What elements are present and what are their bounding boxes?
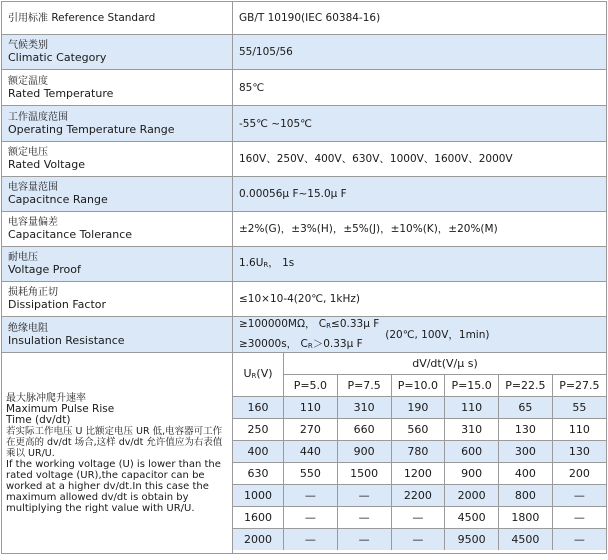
pitch-header-text: P=15.0: [451, 378, 492, 392]
insulation-value: [239, 318, 600, 352]
spec-row: [2, 282, 607, 317]
ur-value: [233, 463, 284, 485]
dvdt-value-text: 900: [353, 444, 375, 458]
dvdt-value: [445, 485, 499, 507]
spec-label-en: Capacitance Tolerance: [8, 228, 133, 241]
spec-label-en: Voltage Proof: [8, 263, 81, 276]
spec-value-cell: [233, 177, 607, 212]
spec-row: [2, 70, 607, 106]
spec-value-cell: [233, 35, 607, 70]
dvdt-value-text: 4500: [511, 532, 540, 546]
pulse-note-en: If the working voltage (U) is lower than the rated voltage (UR),the capacitor can be worked at a higher dv/dt.In this case the maximum allowed dv/dt is obtain by multiplying the right value with UR/U.: [6, 458, 221, 514]
dvdt-value: [391, 529, 445, 551]
spec-label-cell: [2, 106, 233, 142]
pulse-label-title-zh: 最大脉冲爬升速率: [6, 392, 86, 404]
spec-label-cell: [2, 177, 233, 212]
pulse-label-subtitle: Time (dv/dt): [6, 413, 71, 426]
spec-label-en: Operating Temperature Range: [8, 122, 175, 136]
dvdt-value: [445, 397, 499, 419]
dvdt-value-text: —: [573, 488, 585, 502]
spec-row: [2, 2, 607, 35]
ur-value: [233, 529, 284, 551]
dvdt-value: [499, 529, 553, 551]
dvdt-value: [445, 507, 499, 529]
dvdt-value-text: 550: [299, 466, 321, 480]
insulation-condition: (20℃, 100V，1min): [385, 328, 490, 341]
spec-label-zh: 额定电压: [8, 147, 48, 158]
dvdt-value: [552, 485, 606, 507]
dvdt-value: [552, 397, 606, 419]
dvdt-value-text: 400: [514, 466, 536, 480]
spec-row-insulation: [2, 317, 607, 353]
spec-label-zh: 损耗角正切: [8, 287, 58, 298]
insulation-line-2-text: ≥30000s， C: [239, 337, 308, 350]
ur-value: [233, 397, 284, 419]
dvdt-value-text: 4500: [457, 510, 486, 524]
spec-value: GB/T 10190(IEC 60384-16): [239, 12, 381, 24]
insulation-value-cell: [233, 317, 607, 353]
spec-value: ±2%(G)，±3%(H)，±5%(J)，±10%(K)，±20%(M): [239, 223, 498, 235]
dvdt-value: [391, 463, 445, 485]
dvdt-value-text: 900: [461, 466, 483, 480]
spec-value: 85℃: [239, 81, 265, 94]
spec-label-zh: 耐电压: [8, 252, 38, 263]
dvdt-value: [499, 463, 553, 485]
spec-value-cell: [233, 2, 607, 35]
pitch-header: [337, 375, 391, 397]
pitch-header-text: P=7.5: [347, 378, 381, 392]
spec-label-en: Capacitnce Range: [8, 193, 108, 206]
dvdt-value-text: —: [304, 488, 316, 502]
dvdt-value-text: 600: [461, 444, 483, 458]
dvdt-value: [499, 397, 553, 419]
pulse-label-title-en: Maximum Pulse Rise: [6, 402, 115, 415]
spec-row: [2, 142, 607, 177]
ur-value: [233, 507, 284, 529]
spec-value-tail: ， 1s: [268, 257, 295, 269]
spec-value-cell: [233, 212, 607, 247]
subscript-text: R: [307, 341, 313, 350]
spec-label-zh: 绝缘电阻: [8, 322, 48, 334]
spec-value: -55℃ ~105℃: [239, 117, 312, 130]
dvdt-value-text: 560: [407, 422, 429, 436]
spec-value: 1.6U: [239, 257, 264, 269]
pulse-note-zh: 若实际工作电压 U 比额定电压 UR 低,电容器可工作在更高的 dv/dt 场合,这样 dv/dt 允许值应为右表值乘以 UR/U.: [6, 425, 223, 459]
spec-value: 0.00056μ F~15.0μ F: [239, 188, 347, 200]
insulation-lines: [239, 318, 379, 352]
spec-label-en: Insulation Resistance: [8, 333, 125, 347]
spec-value-cell: [233, 70, 607, 106]
dvdt-value: [445, 529, 499, 551]
dvdt-value-text: 110: [461, 400, 483, 414]
pitch-header: [391, 375, 445, 397]
dvdt-value-text: 190: [407, 400, 429, 414]
dvdt-value: [552, 507, 606, 529]
spec-table: [1, 1, 607, 554]
dvdt-value-text: 300: [514, 444, 536, 458]
ur-value-text: 250: [247, 422, 269, 436]
dvdt-value-text: 780: [407, 444, 429, 458]
spec-value: 55/105/56: [239, 46, 293, 58]
spec-row: [2, 35, 607, 70]
spec-label-cell: [2, 2, 233, 35]
dvdt-value-text: —: [304, 532, 316, 546]
dvdt-value-text: —: [304, 510, 316, 524]
dvdt-value-text: 1500: [350, 466, 379, 480]
dvdt-value-text: —: [412, 532, 424, 546]
dvdt-value: [284, 441, 338, 463]
dvdt-table: [233, 353, 606, 550]
dvdt-value-text: 200: [568, 466, 590, 480]
dvdt-row: [233, 419, 606, 441]
dvdt-row: [233, 507, 606, 529]
insulation-line-1-text: ≥100000MΩ， C: [239, 317, 327, 330]
spec-value-cell: [233, 142, 607, 177]
spec-label-cell: [2, 282, 233, 317]
pitch-header: [499, 375, 553, 397]
spec-label-zh: 气候类别: [8, 40, 48, 51]
dvdt-value: [284, 507, 338, 529]
spec-value-cell: [233, 106, 607, 142]
dvdt-value-text: 130: [568, 444, 590, 458]
ur-value: [233, 441, 284, 463]
pitch-header-text: P=5.0: [293, 378, 328, 392]
dvdt-value-text: —: [358, 532, 370, 546]
dvdt-value: [337, 441, 391, 463]
dvdt-header-row: [233, 353, 606, 375]
dvdt-value-text: 440: [299, 444, 321, 458]
dvdt-value: [284, 485, 338, 507]
dvdt-value: [337, 419, 391, 441]
spec-label-cell: [2, 317, 233, 353]
spec-row: [2, 212, 607, 247]
spec-table-body: [2, 2, 607, 554]
dvdt-value: [552, 441, 606, 463]
ur-value-text: 1600: [244, 510, 272, 524]
dvdt-row: [233, 485, 606, 507]
pitch-header: [552, 375, 606, 397]
pulse-label-cell: [2, 353, 233, 554]
dvdt-value: [337, 463, 391, 485]
dvdt-value-text: 9500: [457, 532, 486, 546]
insulation-line-2-tail: ＞0.33μ F: [312, 337, 363, 350]
dvdt-value: [284, 529, 338, 551]
dvdt-value: [391, 441, 445, 463]
ur-value-text: 400: [247, 444, 269, 458]
dvdt-value: [391, 485, 445, 507]
dvdt-value-text: 310: [461, 422, 483, 436]
spec-label-en: Rated Temperature: [8, 86, 114, 100]
spec-row: [2, 106, 607, 142]
dvdt-value: [337, 529, 391, 551]
spec-row-pulse: [2, 353, 607, 554]
dvdt-value-text: 55: [572, 400, 587, 414]
spec-label-en: Dissipation Factor: [8, 298, 107, 311]
pitch-header-row: [233, 375, 606, 397]
spec-row: [2, 247, 607, 282]
subscript-text: R: [326, 321, 332, 330]
dvdt-value: [445, 419, 499, 441]
spec-label-en: Rated Voltage: [8, 158, 85, 171]
dvdt-value: [499, 485, 553, 507]
spec-label-cell: [2, 142, 233, 177]
insulation-line-1-tail: ≤0.33μ F: [331, 317, 380, 330]
dvdt-value-text: —: [412, 510, 424, 524]
ur-value-text: 630: [247, 466, 269, 480]
spec-value-cell: [233, 247, 607, 282]
pitch-header-text: P=27.5: [559, 378, 600, 392]
dvdt-value: [391, 397, 445, 419]
pulse-table-cell: [233, 353, 607, 554]
spec-value: 160V、250V、400V、630V、1000V、1600V、2000V: [239, 153, 513, 165]
spec-value-cell: [233, 282, 607, 317]
pitch-header-text: P=10.0: [397, 378, 439, 392]
spec-label-zh: 额定温度: [8, 75, 48, 87]
spec-label-cell: [2, 212, 233, 247]
dvdt-header-text: dV/dt(V/μ s): [412, 356, 478, 370]
dvdt-value: [391, 419, 445, 441]
dvdt-header: [284, 353, 607, 375]
dvdt-value-text: —: [358, 510, 370, 524]
dvdt-value: [445, 441, 499, 463]
dvdt-value: [499, 419, 553, 441]
dvdt-value-text: 270: [299, 422, 321, 436]
dvdt-value-text: 2200: [403, 488, 432, 502]
dvdt-value-text: 2000: [457, 488, 486, 502]
subscript-text: R: [263, 261, 269, 269]
spec-row: [2, 177, 607, 212]
insulation-line-1: [239, 318, 379, 332]
ur-header-tail: (V): [256, 366, 273, 380]
dvdt-value-text: 310: [353, 400, 375, 414]
dvdt-value: [552, 463, 606, 485]
dvdt-value-text: 660: [353, 422, 375, 436]
spec-label-zh: 引用标准: [8, 12, 48, 24]
dvdt-value: [337, 507, 391, 529]
dvdt-value: [552, 419, 606, 441]
dvdt-value-text: 1200: [403, 466, 432, 480]
ur-value: [233, 485, 284, 507]
spec-label-cell: [2, 247, 233, 282]
pulse-label-title: [6, 393, 228, 415]
dvdt-value-text: 130: [514, 422, 536, 436]
dvdt-value-text: 800: [514, 488, 536, 502]
ur-header: [233, 353, 284, 397]
dvdt-value: [337, 397, 391, 419]
ur-value-text: 160: [247, 400, 269, 414]
spec-label-cell: [2, 35, 233, 70]
dvdt-value: [499, 441, 553, 463]
dvdt-value-text: —: [358, 488, 370, 502]
dvdt-value-text: 110: [299, 400, 321, 414]
ur-header-text: U: [243, 366, 252, 380]
dvdt-value: [284, 463, 338, 485]
spec-label-cell: [2, 70, 233, 106]
dvdt-value-text: —: [573, 532, 585, 546]
dvdt-value: [284, 397, 338, 419]
spec-label-zh: 工作温度范围: [8, 111, 68, 123]
dvdt-row: [233, 529, 606, 551]
dvdt-value-text: 110: [568, 422, 590, 436]
spec-label-en: Climatic Category: [8, 51, 107, 64]
subscript-text: R: [251, 371, 257, 380]
spec-label-zh: 电容量范围: [8, 182, 58, 193]
pitch-header-text: P=22.5: [505, 378, 546, 392]
ur-value-text: 2000: [244, 532, 272, 546]
dvdt-value-text: —: [573, 510, 585, 524]
dvdt-value-text: 65: [518, 400, 533, 414]
spec-label-zh: 电容量偏差: [8, 217, 58, 228]
spec-value: ≤10×10-4(20℃, 1kHz): [239, 293, 360, 305]
dvdt-value: [552, 529, 606, 551]
dvdt-value-text: 1800: [511, 510, 540, 524]
dvdt-value: [445, 463, 499, 485]
dvdt-value: [499, 507, 553, 529]
dvdt-value: [284, 419, 338, 441]
ur-value: [233, 419, 284, 441]
spec-label-en: Reference Standard: [51, 11, 156, 24]
dvdt-row: [233, 441, 606, 463]
insulation-line-2: [239, 338, 379, 352]
dvdt-value: [337, 485, 391, 507]
dvdt-row: [233, 463, 606, 485]
dvdt-row: [233, 397, 606, 419]
pitch-header: [445, 375, 499, 397]
pitch-header: [284, 375, 338, 397]
dvdt-value: [391, 507, 445, 529]
ur-value-text: 1000: [244, 488, 272, 502]
